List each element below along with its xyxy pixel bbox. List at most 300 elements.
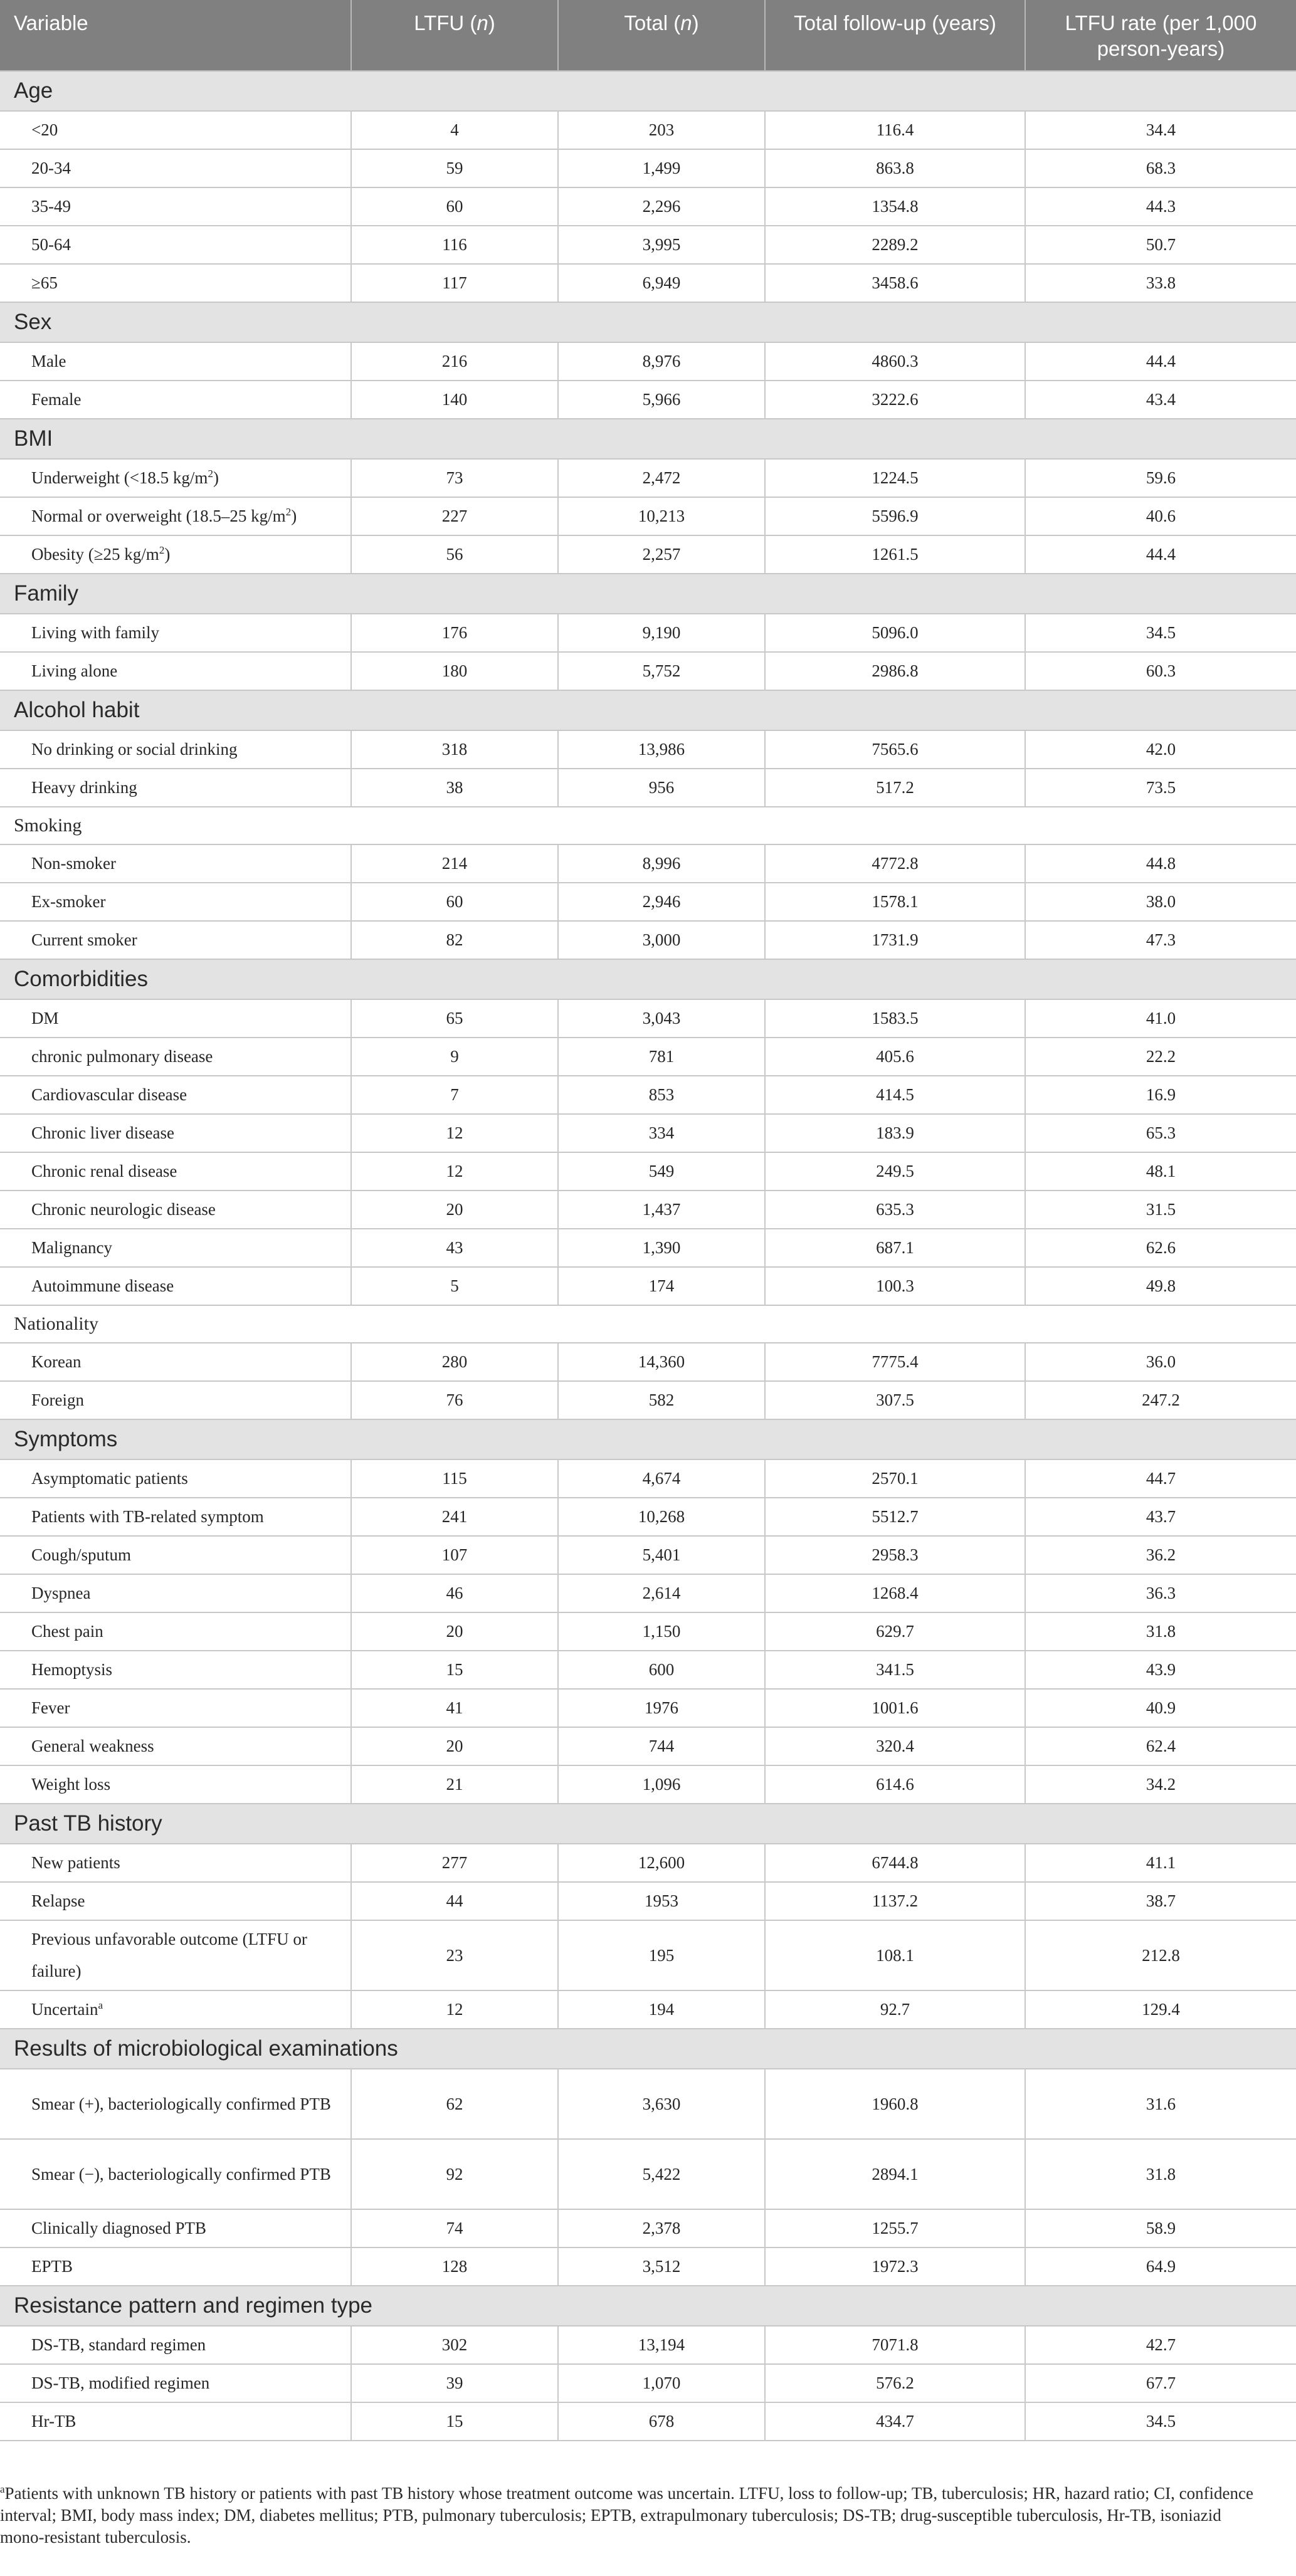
category-row <box>0 419 1296 459</box>
table-body <box>0 71 1296 2441</box>
cell-followup: 7071.8 <box>765 2326 1025 2364</box>
row-label: Smear (+), bacteriologically confirmed PTB <box>0 2069 351 2139</box>
cell-followup: 414.5 <box>765 1076 1025 1114</box>
cell-followup: 92.7 <box>765 1990 1025 2029</box>
cell-followup: 5596.9 <box>765 497 1025 535</box>
cell-ltfu: 74 <box>351 2209 558 2247</box>
cell-rate: 49.8 <box>1025 1267 1296 1305</box>
table-row <box>0 1191 1296 1229</box>
row-label: Autoimmune disease <box>0 1267 351 1305</box>
cell-ltfu: 214 <box>351 844 558 883</box>
cell-rate: 41.1 <box>1025 1844 1296 1882</box>
cell-total: 10,213 <box>558 497 765 535</box>
row-label: Hr-TB <box>0 2402 351 2441</box>
cell-total: 1953 <box>558 1882 765 1920</box>
cell-rate: 60.3 <box>1025 652 1296 690</box>
row-label: DS-TB, standard regimen <box>0 2326 351 2364</box>
row-label: Malignancy <box>0 1229 351 1267</box>
cell-ltfu: 5 <box>351 1267 558 1305</box>
cell-ltfu: 46 <box>351 1574 558 1612</box>
category-title: Nationality <box>0 1305 1296 1343</box>
cell-total: 9,190 <box>558 614 765 652</box>
table-row <box>0 1381 1296 1419</box>
row-label: Living with family <box>0 614 351 652</box>
cell-rate: 129.4 <box>1025 1990 1296 2029</box>
cell-total: 174 <box>558 1267 765 1305</box>
cell-ltfu: 82 <box>351 921 558 959</box>
cell-total: 3,630 <box>558 2069 765 2139</box>
cell-followup: 1255.7 <box>765 2209 1025 2247</box>
cell-followup: 100.3 <box>765 1267 1025 1305</box>
row-label: Cardiovascular disease <box>0 1076 351 1114</box>
cell-total: 3,000 <box>558 921 765 959</box>
cell-ltfu: 277 <box>351 1844 558 1882</box>
category-title: Resistance pattern and regimen type <box>0 2286 1296 2326</box>
row-label: Ex-smoker <box>0 883 351 921</box>
cell-total: 1,096 <box>558 1765 765 1804</box>
table-row <box>0 1498 1296 1536</box>
cell-ltfu: 20 <box>351 1191 558 1229</box>
cell-total: 2,257 <box>558 535 765 574</box>
cell-total: 195 <box>558 1920 765 1990</box>
category-row <box>0 1804 1296 1844</box>
cell-rate: 212.8 <box>1025 1920 1296 1990</box>
cell-rate: 67.7 <box>1025 2364 1296 2402</box>
cell-ltfu: 60 <box>351 883 558 921</box>
cell-followup: 614.6 <box>765 1765 1025 1804</box>
table-row <box>0 769 1296 807</box>
cell-total: 1,390 <box>558 1229 765 1267</box>
cell-ltfu: 318 <box>351 730 558 769</box>
cell-rate: 36.3 <box>1025 1574 1296 1612</box>
row-label: Male <box>0 342 351 381</box>
cell-rate: 31.5 <box>1025 1191 1296 1229</box>
row-label: Chronic renal disease <box>0 1152 351 1191</box>
table-row <box>0 1459 1296 1498</box>
cell-rate: 41.0 <box>1025 999 1296 1038</box>
cell-followup: 249.5 <box>765 1152 1025 1191</box>
cell-rate: 34.5 <box>1025 2402 1296 2441</box>
cell-rate: 44.3 <box>1025 187 1296 226</box>
row-label: Asymptomatic patients <box>0 1459 351 1498</box>
cell-total: 13,194 <box>558 2326 765 2364</box>
cell-ltfu: 280 <box>351 1343 558 1381</box>
cell-total: 2,296 <box>558 187 765 226</box>
category-row <box>0 1419 1296 1459</box>
cell-rate: 42.7 <box>1025 2326 1296 2364</box>
table-row <box>0 2209 1296 2247</box>
row-label: Previous unfavorable outcome (LTFU or failure) <box>0 1920 351 1990</box>
cell-total: 12,600 <box>558 1844 765 1882</box>
cell-rate: 40.6 <box>1025 497 1296 535</box>
table-row <box>0 1038 1296 1076</box>
row-label: Normal or overweight (18.5–25 $kg/m^2$) <box>0 497 351 535</box>
cell-rate: 44.4 <box>1025 342 1296 381</box>
row-label: 20-34 <box>0 149 351 187</box>
cell-followup: 405.6 <box>765 1038 1025 1076</box>
cell-total: 3,995 <box>558 226 765 264</box>
table-row <box>0 264 1296 302</box>
cell-followup: 341.5 <box>765 1651 1025 1689</box>
cell-ltfu: 15 <box>351 1651 558 1689</box>
cell-rate: 34.4 <box>1025 111 1296 149</box>
table-row <box>0 1152 1296 1191</box>
category-title: Alcohol habit <box>0 690 1296 730</box>
cell-ltfu: 23 <box>351 1920 558 1990</box>
cell-ltfu: 128 <box>351 2247 558 2286</box>
cell-rate: 31.8 <box>1025 1612 1296 1651</box>
table-row <box>0 730 1296 769</box>
row-label: Heavy drinking <box>0 769 351 807</box>
cell-ltfu: 4 <box>351 111 558 149</box>
category-title: Comorbidities <box>0 959 1296 999</box>
cell-followup: 1972.3 <box>765 2247 1025 2286</box>
cell-ltfu: 12 <box>351 1152 558 1191</box>
cell-ltfu: 20 <box>351 1727 558 1765</box>
cell-total: 600 <box>558 1651 765 1689</box>
cell-followup: 1268.4 <box>765 1574 1025 1612</box>
header-ltfu: LTFU (n) <box>351 0 558 71</box>
table-row <box>0 381 1296 419</box>
table-row <box>0 459 1296 497</box>
row-label: Cough/sputum <box>0 1536 351 1574</box>
cell-followup: 1261.5 <box>765 535 1025 574</box>
table-row <box>0 1076 1296 1114</box>
cell-ltfu: 176 <box>351 614 558 652</box>
cell-followup: 7775.4 <box>765 1343 1025 1381</box>
cell-total: 2,946 <box>558 883 765 921</box>
cell-followup: 3458.6 <box>765 264 1025 302</box>
cell-rate: 62.4 <box>1025 1727 1296 1765</box>
cell-total: 3,512 <box>558 2247 765 2286</box>
cell-total: 2,378 <box>558 2209 765 2247</box>
cell-rate: 31.6 <box>1025 2069 1296 2139</box>
table-header <box>0 0 1296 71</box>
cell-ltfu: 39 <box>351 2364 558 2402</box>
cell-ltfu: 15 <box>351 2402 558 2441</box>
category-row <box>0 71 1296 111</box>
category-row <box>0 2286 1296 2326</box>
cell-ltfu: 140 <box>351 381 558 419</box>
category-title: Past TB history <box>0 1804 1296 1844</box>
row-label: <20 <box>0 111 351 149</box>
category-title: Sex <box>0 302 1296 342</box>
row-label: Dyspnea <box>0 1574 351 1612</box>
row-label: Fever <box>0 1689 351 1727</box>
table-row <box>0 2069 1296 2139</box>
table-row <box>0 2364 1296 2402</box>
cell-total: 8,976 <box>558 342 765 381</box>
cell-followup: 7565.6 <box>765 730 1025 769</box>
cell-ltfu: 76 <box>351 1381 558 1419</box>
cell-followup: 1224.5 <box>765 459 1025 497</box>
table-row <box>0 187 1296 226</box>
table-row <box>0 342 1296 381</box>
cell-ltfu: 302 <box>351 2326 558 2364</box>
row-label: Non-smoker <box>0 844 351 883</box>
row-label: Uncertain$^a$ <box>0 1990 351 2029</box>
cell-followup: 576.2 <box>765 2364 1025 2402</box>
table-row <box>0 1267 1296 1305</box>
table-row <box>0 2402 1296 2441</box>
footnote <box>0 2483 1254 2548</box>
cell-ltfu: 20 <box>351 1612 558 1651</box>
cell-followup: 1960.8 <box>765 2069 1025 2139</box>
cell-followup: 108.1 <box>765 1920 1025 1990</box>
cell-total: 1,070 <box>558 2364 765 2402</box>
cell-ltfu: 12 <box>351 1114 558 1152</box>
table-row <box>0 1114 1296 1152</box>
cell-ltfu: 216 <box>351 342 558 381</box>
cell-total: 8,996 <box>558 844 765 883</box>
table-row <box>0 1920 1296 1990</box>
cell-rate: 34.5 <box>1025 614 1296 652</box>
cell-followup: 307.5 <box>765 1381 1025 1419</box>
cell-followup: 5096.0 <box>765 614 1025 652</box>
cell-ltfu: 21 <box>351 1765 558 1804</box>
cell-ltfu: 41 <box>351 1689 558 1727</box>
table-row <box>0 2139 1296 2209</box>
row-label: No drinking or social drinking <box>0 730 351 769</box>
row-label: General weakness <box>0 1727 351 1765</box>
cell-ltfu: 59 <box>351 149 558 187</box>
table-row <box>0 1727 1296 1765</box>
cell-total: 5,966 <box>558 381 765 419</box>
footnote-text: Patients with unknown TB history or patients with past TB history whose treatment outcome was uncertain. LTFU, loss to follow-up; TB, tuberculosis; HR, hazard ratio; CI, confidence interval; BMI, body mass index; DM, diabetes mellitus; PTB, pulmonary tuberculosis; EPTB, extrapulmonary tuberculosis; DS-TB; drug-susceptible tuberculosis, Hr-TB, isoniazid mono-resistant tuberculosis. <box>0 2484 1254 2547</box>
table-row <box>0 883 1296 921</box>
cell-rate: 247.2 <box>1025 1381 1296 1419</box>
cell-followup: 434.7 <box>765 2402 1025 2441</box>
table-row <box>0 1844 1296 1882</box>
table-row <box>0 921 1296 959</box>
cell-followup: 116.4 <box>765 111 1025 149</box>
cell-rate: 34.2 <box>1025 1765 1296 1804</box>
cell-followup: 2958.3 <box>765 1536 1025 1574</box>
cell-ltfu: 116 <box>351 226 558 264</box>
cell-total: 781 <box>558 1038 765 1076</box>
cell-rate: 43.9 <box>1025 1651 1296 1689</box>
row-label: Smear (−), bacteriologically confirmed PTB <box>0 2139 351 2209</box>
cell-ltfu: 56 <box>351 535 558 574</box>
category-title: Results of microbiological examinations <box>0 2029 1296 2069</box>
cell-ltfu: 180 <box>351 652 558 690</box>
category-row <box>0 959 1296 999</box>
cell-rate: 65.3 <box>1025 1114 1296 1152</box>
cell-followup: 183.9 <box>765 1114 1025 1152</box>
cell-ltfu: 38 <box>351 769 558 807</box>
cell-ltfu: 60 <box>351 187 558 226</box>
cell-followup: 1583.5 <box>765 999 1025 1038</box>
table-row <box>0 1689 1296 1727</box>
footnote-marker: a <box>0 2483 5 2495</box>
row-label: ≥65 <box>0 264 351 302</box>
cell-rate: 33.8 <box>1025 264 1296 302</box>
cell-followup: 635.3 <box>765 1191 1025 1229</box>
category-row <box>0 574 1296 614</box>
category-title: Symptoms <box>0 1419 1296 1459</box>
cell-rate: 31.8 <box>1025 2139 1296 2209</box>
cell-rate: 50.7 <box>1025 226 1296 264</box>
cell-ltfu: 107 <box>351 1536 558 1574</box>
cell-followup: 1731.9 <box>765 921 1025 959</box>
cell-rate: 38.7 <box>1025 1882 1296 1920</box>
cell-followup: 5512.7 <box>765 1498 1025 1536</box>
cell-followup: 687.1 <box>765 1229 1025 1267</box>
header-total: Total (n) <box>558 0 765 71</box>
cell-total: 13,986 <box>558 730 765 769</box>
cell-total: 10,268 <box>558 1498 765 1536</box>
cell-followup: 6744.8 <box>765 1844 1025 1882</box>
row-label: 35-49 <box>0 187 351 226</box>
cell-followup: 863.8 <box>765 149 1025 187</box>
cell-followup: 2289.2 <box>765 226 1025 264</box>
row-label: DM <box>0 999 351 1038</box>
cell-ltfu: 227 <box>351 497 558 535</box>
cell-rate: 58.9 <box>1025 2209 1296 2247</box>
category-row <box>0 302 1296 342</box>
category-title: BMI <box>0 419 1296 459</box>
row-label: Chest pain <box>0 1612 351 1651</box>
cell-rate: 43.4 <box>1025 381 1296 419</box>
cell-rate: 16.9 <box>1025 1076 1296 1114</box>
row-label: DS-TB, modified regimen <box>0 2364 351 2402</box>
table-row <box>0 1343 1296 1381</box>
cell-ltfu: 9 <box>351 1038 558 1076</box>
cell-rate: 44.7 <box>1025 1459 1296 1498</box>
row-label: Chronic neurologic disease <box>0 1191 351 1229</box>
cell-total: 1,150 <box>558 1612 765 1651</box>
table-row <box>0 2247 1296 2286</box>
cell-ltfu: 115 <box>351 1459 558 1498</box>
cell-rate: 64.9 <box>1025 2247 1296 2286</box>
cell-total: 582 <box>558 1381 765 1419</box>
row-label: Weight loss <box>0 1765 351 1804</box>
table-row <box>0 1651 1296 1689</box>
row-label: Korean <box>0 1343 351 1381</box>
cell-total: 1976 <box>558 1689 765 1727</box>
category-title: Family <box>0 574 1296 614</box>
category-title: Smoking <box>0 807 1296 844</box>
cell-total: 853 <box>558 1076 765 1114</box>
cell-followup: 2894.1 <box>765 2139 1025 2209</box>
cell-rate: 44.4 <box>1025 535 1296 574</box>
cell-ltfu: 65 <box>351 999 558 1038</box>
cell-total: 2,472 <box>558 459 765 497</box>
header-followup: Total follow-up (years) <box>765 0 1025 71</box>
cell-rate: 38.0 <box>1025 883 1296 921</box>
cell-rate: 42.0 <box>1025 730 1296 769</box>
header-rate: LTFU rate (per 1,000 person-years) <box>1025 0 1296 71</box>
cell-ltfu: 117 <box>351 264 558 302</box>
table-row <box>0 1990 1296 2029</box>
cell-total: 334 <box>558 1114 765 1152</box>
cell-rate: 40.9 <box>1025 1689 1296 1727</box>
table-row <box>0 1765 1296 1804</box>
cell-rate: 22.2 <box>1025 1038 1296 1076</box>
table-row <box>0 226 1296 264</box>
table-row <box>0 1229 1296 1267</box>
cell-followup: 517.2 <box>765 769 1025 807</box>
cell-ltfu: 241 <box>351 1498 558 1536</box>
cell-ltfu: 43 <box>351 1229 558 1267</box>
cell-ltfu: 12 <box>351 1990 558 2029</box>
cell-followup: 320.4 <box>765 1727 1025 1765</box>
cell-followup: 1137.2 <box>765 1882 1025 1920</box>
cell-total: 14,360 <box>558 1343 765 1381</box>
cell-followup: 3222.6 <box>765 381 1025 419</box>
cell-total: 956 <box>558 769 765 807</box>
table-row <box>0 1536 1296 1574</box>
cell-total: 4,674 <box>558 1459 765 1498</box>
cell-followup: 1578.1 <box>765 883 1025 921</box>
cell-followup: 2986.8 <box>765 652 1025 690</box>
cell-ltfu: 44 <box>351 1882 558 1920</box>
cell-total: 194 <box>558 1990 765 2029</box>
category-row <box>0 807 1296 844</box>
row-label: chronic pulmonary disease <box>0 1038 351 1076</box>
cell-rate: 48.1 <box>1025 1152 1296 1191</box>
cell-total: 1,437 <box>558 1191 765 1229</box>
row-label: Patients with TB-related symptom <box>0 1498 351 1536</box>
cell-rate: 36.0 <box>1025 1343 1296 1381</box>
table-row <box>0 497 1296 535</box>
row-label: Current smoker <box>0 921 351 959</box>
row-label: EPTB <box>0 2247 351 2286</box>
cell-total: 5,752 <box>558 652 765 690</box>
table-row <box>0 999 1296 1038</box>
cell-followup: 1354.8 <box>765 187 1025 226</box>
cell-rate: 73.5 <box>1025 769 1296 807</box>
row-label: Relapse <box>0 1882 351 1920</box>
row-label: Hemoptysis <box>0 1651 351 1689</box>
cell-total: 1,499 <box>558 149 765 187</box>
cell-rate: 44.8 <box>1025 844 1296 883</box>
cell-ltfu: 92 <box>351 2139 558 2209</box>
cell-rate: 62.6 <box>1025 1229 1296 1267</box>
row-label: Chronic liver disease <box>0 1114 351 1152</box>
cell-ltfu: 73 <box>351 459 558 497</box>
row-label: Foreign <box>0 1381 351 1419</box>
cell-rate: 47.3 <box>1025 921 1296 959</box>
row-label: Living alone <box>0 652 351 690</box>
row-label: 50-64 <box>0 226 351 264</box>
cell-total: 2,614 <box>558 1574 765 1612</box>
cell-rate: 43.7 <box>1025 1498 1296 1536</box>
row-label: Female <box>0 381 351 419</box>
cell-total: 678 <box>558 2402 765 2441</box>
table-row <box>0 1882 1296 1920</box>
row-label: Obesity (≥25 $kg/m^2$) <box>0 535 351 574</box>
category-title: Age <box>0 71 1296 111</box>
cell-followup: 629.7 <box>765 1612 1025 1651</box>
table-row <box>0 1574 1296 1612</box>
cell-total: 549 <box>558 1152 765 1191</box>
cell-ltfu: 62 <box>351 2069 558 2139</box>
category-row <box>0 690 1296 730</box>
cell-rate: 36.2 <box>1025 1536 1296 1574</box>
cell-total: 6,949 <box>558 264 765 302</box>
row-label: Clinically diagnosed PTB <box>0 2209 351 2247</box>
cell-total: 203 <box>558 111 765 149</box>
cell-total: 3,043 <box>558 999 765 1038</box>
cell-total: 5,401 <box>558 1536 765 1574</box>
table-row <box>0 535 1296 574</box>
category-row <box>0 2029 1296 2069</box>
table-row <box>0 1612 1296 1651</box>
row-label: Underweight (<18.5 $kg/m^2$) <box>0 459 351 497</box>
cell-ltfu: 7 <box>351 1076 558 1114</box>
table-row <box>0 149 1296 187</box>
